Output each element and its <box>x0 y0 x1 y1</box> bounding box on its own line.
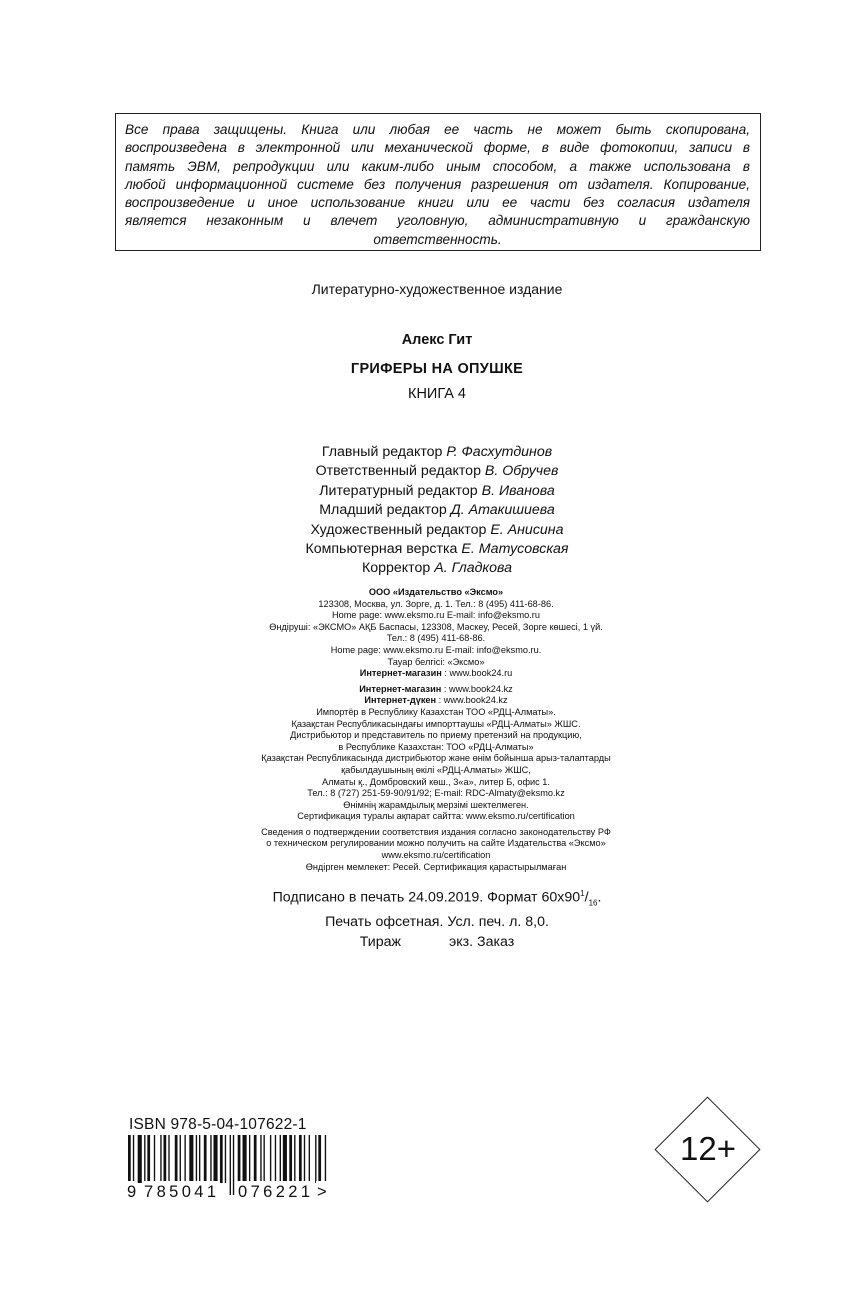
publisher-phone-kz: Тел.: 8 (495) 411-68-86. <box>386 633 486 644</box>
cert-line: www.eksmo.ru/certification <box>381 850 491 861</box>
age-rating-text: 12+ <box>680 1130 736 1167</box>
barcode-bar <box>304 1135 305 1183</box>
importer-line: Алматы қ., Домбровский көш., 3«а», литер Б, офис 1. <box>322 776 550 787</box>
publisher-info <box>0 587 844 873</box>
editor-line: Младший редактор Д. Атакишиева <box>319 502 555 519</box>
publisher-web: Home page: www.eksmo.ru E-mail: info@eksmo.ru <box>332 610 540 621</box>
shop-kz: Интернет-магазин : www.book24.kz <box>359 683 513 694</box>
barcode-bar <box>270 1135 271 1183</box>
barcode-bar <box>263 1135 264 1183</box>
publisher-name: ООО «Издательство «Эксмо» <box>368 587 504 597</box>
barcode-end-mark: > <box>317 1183 327 1201</box>
barcode-bar <box>144 1135 145 1183</box>
barcode-bar <box>147 1135 150 1183</box>
importer-line: Қазақстан Республикасында дистрибьютор және өнім бойынша арыз-талаптарды <box>261 753 611 764</box>
barcode-bar <box>254 1135 257 1183</box>
barcode-bar <box>225 1135 226 1183</box>
print-run: Тираж экз. Заказ <box>359 933 515 950</box>
importer-line: Сертификация туралы ақпарат сайтта: www.eksmo.ru/certification <box>297 811 575 822</box>
barcode-bar <box>138 1135 142 1183</box>
author-name: Алекс Гит <box>401 332 473 348</box>
barcode-bar <box>309 1135 310 1183</box>
copyright-notice <box>115 113 761 251</box>
barcode-digits-left: 785041 <box>144 1183 220 1201</box>
barcode-digits-right: 076221 <box>238 1183 314 1201</box>
book-title: ГРИФЕРЫ НА ОПУШКЕ <box>350 361 524 377</box>
print-info <box>0 884 844 952</box>
editor-line: Ответственный редактор В. Обручев <box>315 463 559 480</box>
publisher-web-kz: Home page: www.eksmo.ru E-mail: info@eksmo.ru. <box>330 644 542 655</box>
barcode-bar <box>199 1135 200 1183</box>
barcode-bar <box>230 1135 231 1195</box>
cert-line: Сведения о подтверждении соответствия издания согласно законодательству РФ <box>261 826 611 837</box>
cert-line: Өндірген мемлекет: Ресей. Сертификация қарастырылмаған <box>305 861 567 872</box>
barcode-bar <box>238 1135 241 1183</box>
barcode-bar <box>210 1135 211 1183</box>
book-subtitle: КНИГА 4 <box>408 386 466 402</box>
isbn-text: ISBN 978-5-04-107622-1 <box>129 1116 307 1133</box>
editor-line: Корректор А. Гладкова <box>361 560 512 577</box>
importer-line: қабылдаушының өкілі «РДЦ-Алматы» ЖШС, <box>341 764 531 775</box>
barcode-bar <box>294 1135 295 1183</box>
copyright-line: любой информационной системе без получения разрешения от издателя. Копирование, <box>125 176 750 192</box>
barcode-bar <box>213 1135 217 1183</box>
copyright-line: воспроизведена в электронной или механической форме, в виде фотокопии, записи в <box>125 140 750 156</box>
publisher-trademark: Тауар белгісі: «Эксмо» <box>387 656 485 667</box>
barcode-bar <box>163 1135 166 1183</box>
barcode-bar <box>283 1135 287 1183</box>
copyright-line: ответственность. <box>373 231 502 247</box>
copyright-line: воспроизведение и иное использование книги или ее части без согласия издателя <box>125 195 750 211</box>
barcode-bar <box>315 1135 316 1183</box>
print-method: Печать офсетная. Усл. печ. л. 8,0. <box>325 914 549 931</box>
barcode-bar <box>289 1135 292 1183</box>
barcode-bar <box>204 1135 207 1183</box>
copyright-line: является незаконным и влечет уголовную, административную и гражданскую <box>125 213 750 229</box>
shop-kz-2: Интернет-дүкен : www.book24.kz <box>364 695 508 706</box>
age-rating-badge <box>655 1097 761 1203</box>
barcode-bar <box>196 1135 197 1183</box>
barcode-bar <box>184 1135 185 1183</box>
barcode-bar <box>249 1135 250 1183</box>
barcode-bar <box>154 1135 155 1183</box>
importer-line: Тел.: 8 (727) 251-59-90/91/92; E-mail: RDC-Almaty@eksmo.kz <box>307 788 565 799</box>
barcode-bar <box>175 1135 178 1183</box>
print-signed: Подписано в печать 24.09.2019. Формат $60х90^1/_{16}$. <box>272 889 602 908</box>
barcode-bar <box>220 1135 223 1183</box>
barcode-bar <box>280 1135 281 1183</box>
importer-line: Өнімнің жарамдылық мерзімі шектелмеген. <box>343 799 529 810</box>
shop-ru: Интернет-магазин : www.book24.ru <box>359 668 513 679</box>
editor-line: Литературный редактор В. Иванова <box>319 482 555 499</box>
editor-line: Художественный редактор Е. Анисина <box>310 521 564 538</box>
copyright-line: память ЭВМ, репродукции или каким-либо иным способом, а также использована в <box>125 158 750 174</box>
barcode-bar <box>243 1135 247 1183</box>
editors-list <box>0 443 844 579</box>
copyright-line: Все права защищены. Книга или любая ее часть не может быть скопирована, <box>125 122 750 137</box>
importer-line: в Республике Казахстан: ТОО «РДЦ-Алматы» <box>338 741 534 752</box>
edition-type: Литературно-художественное издание <box>311 281 563 297</box>
importer-line: Дистрибьютор и представитель по приему претензий на продукцию, <box>290 730 582 741</box>
editor-line: Компьютерная верстка Е. Матусовская <box>305 541 569 558</box>
barcode-bar <box>168 1135 169 1183</box>
barcode-bar <box>299 1135 302 1183</box>
barcode-bar <box>260 1135 261 1183</box>
barcode-bar <box>233 1135 234 1195</box>
barcode-bar <box>160 1135 161 1183</box>
cert-line: о техническом регулировании можно получить на сайте Издательства «Эксмо» <box>266 838 606 849</box>
importer-line: Импортёр в Республику Казахстан ТОО «РДЦ-Алматы». <box>316 706 556 717</box>
barcode-digit-first: 9 <box>127 1183 137 1201</box>
publisher-address-kz: Өндіруші: «ЭКСМО» АҚБ Баспасы, 123308, Мәскеу, Ресей, Зорге көшесі, 1 үй. <box>269 621 603 632</box>
publisher-address: 123308, Москва, ул. Зорге, д. 1. Тел.: 8 (495) 411-68-86. <box>318 598 554 609</box>
barcode-bar <box>275 1135 276 1183</box>
editor-line: Главный редактор Р. Фасхутдинов <box>321 444 553 460</box>
barcode-bar <box>180 1135 181 1183</box>
barcode-bar <box>189 1135 193 1183</box>
importer-line: Қазақстан Республикасындағы импорттаушы «РДЦ-Алматы» ЖШС. <box>291 718 581 729</box>
